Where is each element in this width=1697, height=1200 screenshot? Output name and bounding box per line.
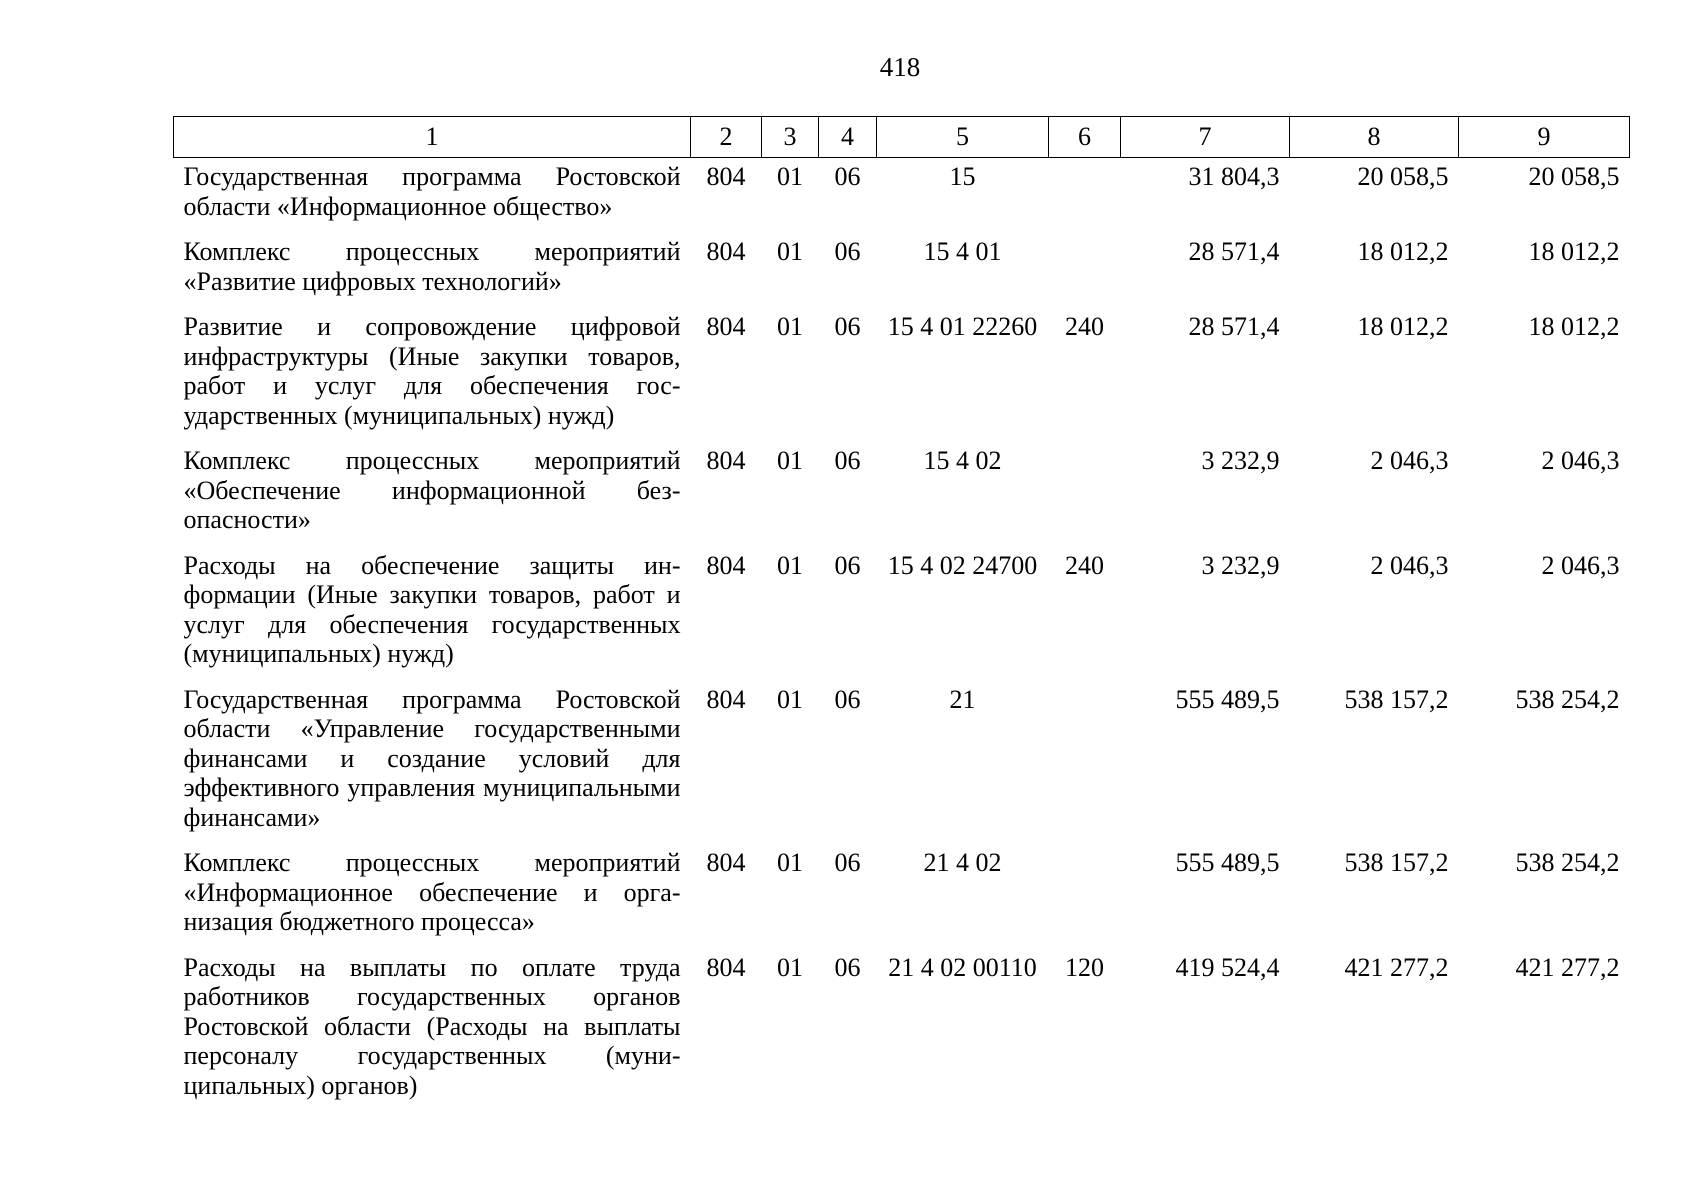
cell-ministry: 804 bbox=[706, 550, 746, 580]
cell-section: 01 bbox=[777, 848, 803, 877]
cell-amount-9: 538 254,2 bbox=[1515, 848, 1620, 877]
cell-amount-7: 28 571,4 bbox=[1188, 312, 1280, 341]
cell-subsection: 06 bbox=[834, 446, 861, 475]
cell-amount-8: 2 046,3 bbox=[1370, 550, 1449, 580]
cell-section: 01 bbox=[777, 237, 803, 266]
cell-amount-9: 2 046,3 bbox=[1541, 446, 1620, 475]
cell-section: 01 bbox=[777, 952, 803, 982]
cell-amount-9: 18 012,2 bbox=[1528, 237, 1620, 266]
cell-target-code: 15 4 02 bbox=[923, 446, 1002, 475]
row-name: Государственная программа Ростовской области «Управление государственными финансами и создание условий для эффективного управления муниципальными финансами» bbox=[183, 684, 681, 832]
cell-expense-type bbox=[1049, 681, 1121, 845]
row-name: Развитие и сопровождение цифровой инфраструктуры (Иные закупки товаров, работ и услуг для обеспечения государственных (муниципальных) нужд) bbox=[183, 312, 681, 430]
cell-amount-7: 419 524,4 bbox=[1175, 952, 1280, 982]
cell-ministry: 804 bbox=[706, 684, 746, 714]
cell-expense-type: 240 bbox=[1065, 550, 1104, 580]
column-header: 7 bbox=[1121, 117, 1290, 158]
cell-target-code: 15 4 02 24700 bbox=[887, 550, 1038, 580]
cell-section: 01 bbox=[777, 312, 803, 341]
cell-amount-8: 538 157,2 bbox=[1344, 684, 1449, 714]
cell-amount-8: 538 157,2 bbox=[1344, 848, 1449, 877]
table-row bbox=[174, 547, 1630, 681]
cell-target-code: 15 4 01 22260 bbox=[887, 312, 1038, 341]
column-header: 4 bbox=[819, 117, 877, 158]
cell-subsection: 06 bbox=[834, 952, 861, 982]
cell-ministry: 804 bbox=[706, 312, 746, 341]
cell-section: 01 bbox=[777, 550, 803, 580]
table-header bbox=[174, 117, 1630, 158]
cell-target-code: 21 4 02 bbox=[923, 848, 1002, 877]
row-name: Комплекс процессных мероприятий «Развитие цифровых технологий» bbox=[183, 237, 681, 296]
row-name: Государственная программа Ростовской области «Информационное общество» bbox=[183, 162, 681, 221]
cell-subsection: 06 bbox=[834, 550, 861, 580]
cell-expense-type bbox=[1049, 442, 1121, 547]
column-header: 5 bbox=[877, 117, 1049, 158]
column-header: 2 bbox=[691, 117, 762, 158]
cell-amount-7: 28 571,4 bbox=[1188, 237, 1280, 266]
cell-ministry: 804 bbox=[706, 848, 746, 877]
cell-amount-8: 18 012,2 bbox=[1357, 312, 1449, 341]
table-row bbox=[174, 681, 1630, 845]
cell-ministry: 804 bbox=[706, 237, 746, 266]
table-row bbox=[174, 308, 1630, 442]
cell-amount-7: 3 232,9 bbox=[1201, 446, 1280, 475]
cell-subsection: 06 bbox=[834, 237, 861, 266]
cell-section: 01 bbox=[777, 446, 803, 475]
table-body bbox=[174, 158, 1630, 1113]
table-row bbox=[174, 158, 1630, 234]
cell-section: 01 bbox=[777, 684, 803, 714]
table-row bbox=[174, 949, 1630, 1113]
cell-expense-type bbox=[1049, 844, 1121, 949]
row-name: Комплекс процессных мероприятий «Обеспечение информационной безопасности» bbox=[183, 446, 681, 534]
cell-section: 01 bbox=[777, 162, 803, 191]
table-row bbox=[174, 844, 1630, 949]
table-row bbox=[174, 442, 1630, 547]
cell-amount-9: 421 277,2 bbox=[1515, 952, 1620, 982]
cell-expense-type bbox=[1049, 158, 1121, 234]
table-row bbox=[174, 233, 1630, 308]
cell-subsection: 06 bbox=[834, 684, 861, 714]
column-header: 8 bbox=[1290, 117, 1459, 158]
cell-target-code: 15 4 01 bbox=[923, 237, 1002, 266]
cell-subsection: 06 bbox=[834, 162, 861, 191]
cell-amount-8: 421 277,2 bbox=[1344, 952, 1449, 982]
row-name: Комплекс процессных мероприятий «Информационное обеспечение и организация бюджетного процесса» bbox=[183, 848, 681, 936]
cell-amount-9: 18 012,2 bbox=[1528, 312, 1620, 341]
cell-expense-type: 240 bbox=[1065, 312, 1104, 341]
cell-subsection: 06 bbox=[834, 312, 861, 341]
page-number: 418 bbox=[879, 52, 921, 82]
cell-amount-7: 555 489,5 bbox=[1175, 848, 1280, 877]
column-header: 9 bbox=[1459, 117, 1630, 158]
cell-expense-type bbox=[1049, 233, 1121, 308]
cell-amount-7: 3 232,9 bbox=[1201, 550, 1280, 580]
cell-target-code: 21 bbox=[949, 684, 976, 714]
cell-amount-7: 555 489,5 bbox=[1175, 684, 1280, 714]
cell-amount-9: 2 046,3 bbox=[1541, 550, 1620, 580]
cell-amount-8: 2 046,3 bbox=[1370, 446, 1449, 475]
cell-amount-7: 31 804,3 bbox=[1188, 162, 1280, 191]
cell-amount-9: 20 058,5 bbox=[1528, 162, 1620, 191]
cell-target-code: 21 4 02 00110 bbox=[888, 952, 1037, 982]
cell-amount-9: 538 254,2 bbox=[1515, 684, 1620, 714]
header-row bbox=[174, 117, 1630, 158]
cell-amount-8: 18 012,2 bbox=[1357, 237, 1449, 266]
cell-target-code: 15 bbox=[949, 162, 976, 191]
column-header: 3 bbox=[762, 117, 819, 158]
cell-ministry: 804 bbox=[706, 952, 746, 982]
column-header: 1 bbox=[174, 117, 691, 158]
cell-amount-8: 20 058,5 bbox=[1357, 162, 1449, 191]
cell-ministry: 804 bbox=[706, 446, 746, 475]
cell-ministry: 804 bbox=[706, 162, 746, 191]
row-name: Расходы на обеспечение защиты информации (Иные закупки товаров, работ и услуг для обеспечения государственных (муниципальных) нужд) bbox=[183, 550, 681, 668]
row-name: Расходы на выплаты по оплате труда работников государственных органов Ростовской области (Расходы на выплаты персоналу государственных (муниципальных) органов) bbox=[183, 952, 681, 1100]
cell-expense-type: 120 bbox=[1065, 952, 1104, 982]
cell-subsection: 06 bbox=[834, 848, 861, 877]
budget-table bbox=[173, 116, 1630, 1112]
column-header: 6 bbox=[1049, 117, 1121, 158]
